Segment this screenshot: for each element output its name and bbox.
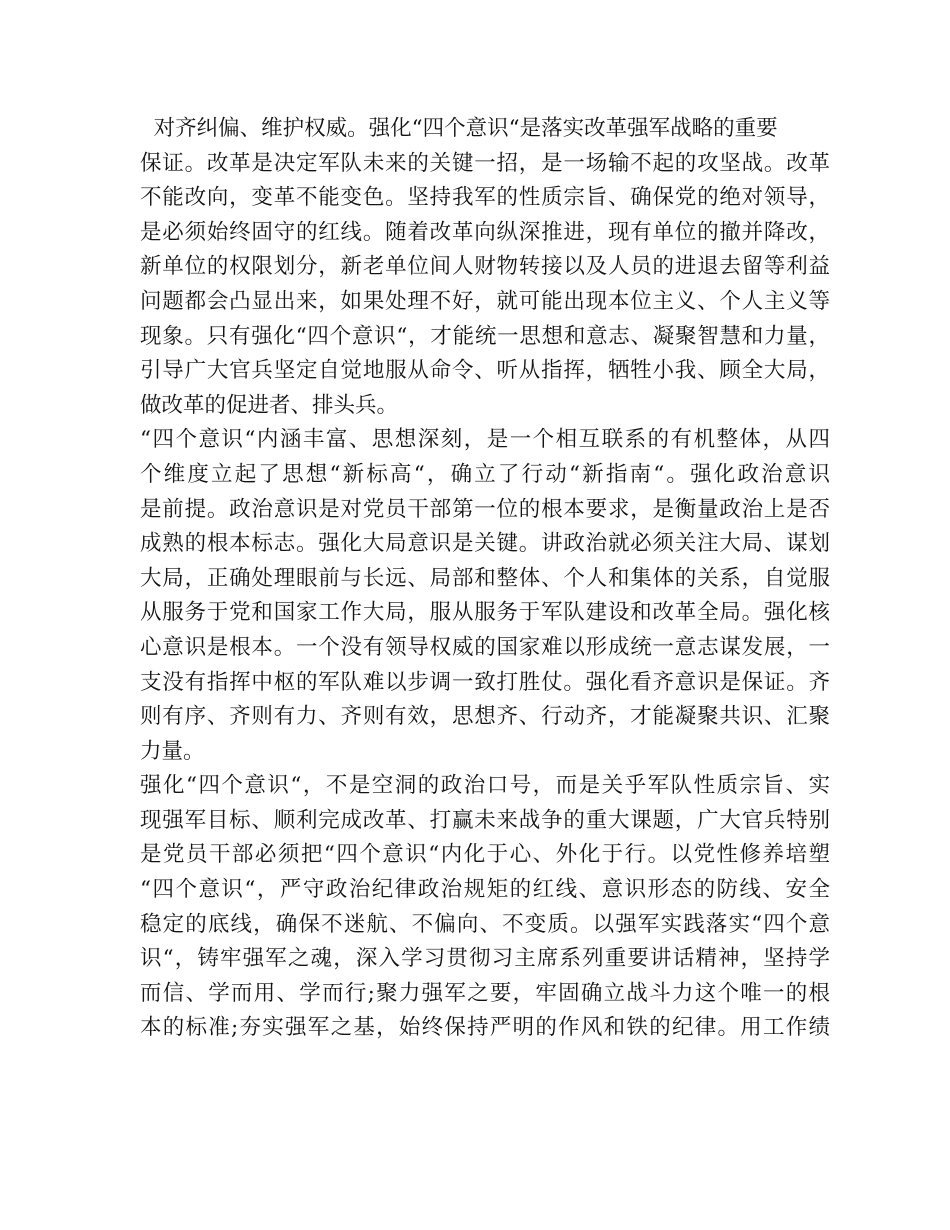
paragraph-1 xyxy=(140,112,830,423)
text-line: 保证。改革是决定军队未来的关键一招，是一场输不起的攻坚战。改革 xyxy=(140,150,830,176)
text-line: “四个意识“，严守政治纪律政治规矩的红线、意识形态的防线、安全 xyxy=(140,877,830,903)
paragraph-3 xyxy=(140,769,830,1046)
text-line: 成熟的根本标志。强化大局意识是关键。讲政治就必须关注大局、谋划 xyxy=(140,531,830,557)
text-line: 识“，铸牢强军之魂，深入学习贯彻习主席系列重要讲话精神，坚持学 xyxy=(140,946,830,972)
body-text xyxy=(140,112,830,1046)
text-line: 大局，正确处理眼前与长远、局部和整体、个人和集体的关系，自觉服 xyxy=(140,565,830,591)
text-line: 则有序、齐则有力、齐则有效，思想齐、行动齐，才能凝聚共识、汇聚 xyxy=(140,704,830,730)
text-line: 而信、学而用、学而行;聚力强军之要，牢固确立战斗力这个唯一的根 xyxy=(140,980,830,1006)
text-line: 现强军目标、顺利完成改革、打赢未来战争的重大课题，广大官兵特别 xyxy=(140,807,830,833)
paragraph-2 xyxy=(140,423,830,769)
text-line: 不能改向，变革不能变色。坚持我军的性质宗旨、确保党的绝对领导， xyxy=(140,185,830,211)
text-line: 引导广大官兵坚定自觉地服从命令、听从指挥，牺牲小我、顾全大局， xyxy=(140,358,830,384)
text-line: 强化“四个意识“，不是空洞的政治口号，而是关乎军队性质宗旨、实 xyxy=(140,773,830,799)
text-line: 本的标准;夯实强军之基，始终保持严明的作风和铁的纪律。用工作绩 xyxy=(140,1015,830,1041)
text-line: “四个意识“内涵丰富、思想深刻，是一个相互联系的有机整体，从四 xyxy=(140,427,830,453)
text-line: 支没有指挥中枢的军队难以步调一致打胜仗。强化看齐意识是保证。齐 xyxy=(140,669,830,695)
text-line: 稳定的底线，确保不迷航、不偏向、不变质。以强军实践落实“四个意 xyxy=(140,911,830,937)
text-line: 力量。 xyxy=(140,738,205,764)
text-line: 是党员干部必须把“四个意识“内化于心、外化于行。以党性修养培塑 xyxy=(140,842,830,868)
text-line: 是必须始终固守的红线。随着改革向纵深推进，现有单位的撤并降改， xyxy=(140,219,830,245)
text-line: 是前提。政治意识是对党员干部第一位的根本要求，是衡量政治上是否 xyxy=(140,496,830,522)
text-line: 新单位的权限划分，新老单位间人财物转接以及人员的进退去留等利益 xyxy=(140,254,830,280)
text-line: 问题都会凸显出来，如果处理不好，就可能出现本位主义、个人主义等 xyxy=(140,288,830,314)
text-line: 现象。只有强化“四个意识“，才能统一思想和意志、凝聚智慧和力量， xyxy=(140,323,830,349)
text-line: 从服务于党和国家工作大局，服从服务于军队建设和改革全局。强化核 xyxy=(140,600,830,626)
text-line: 做改革的促进者、排头兵。 xyxy=(140,392,399,418)
text-line: 心意识是根本。一个没有领导权威的国家难以形成统一意志谋发展，一 xyxy=(140,634,830,660)
text-line: 个维度立起了思想“新标高“，确立了行动“新指南“。强化政治意识 xyxy=(140,461,830,487)
text-line: 对齐纠偏、维护权威。强化“四个意识“是落实改革强军战略的重要 xyxy=(140,116,778,141)
